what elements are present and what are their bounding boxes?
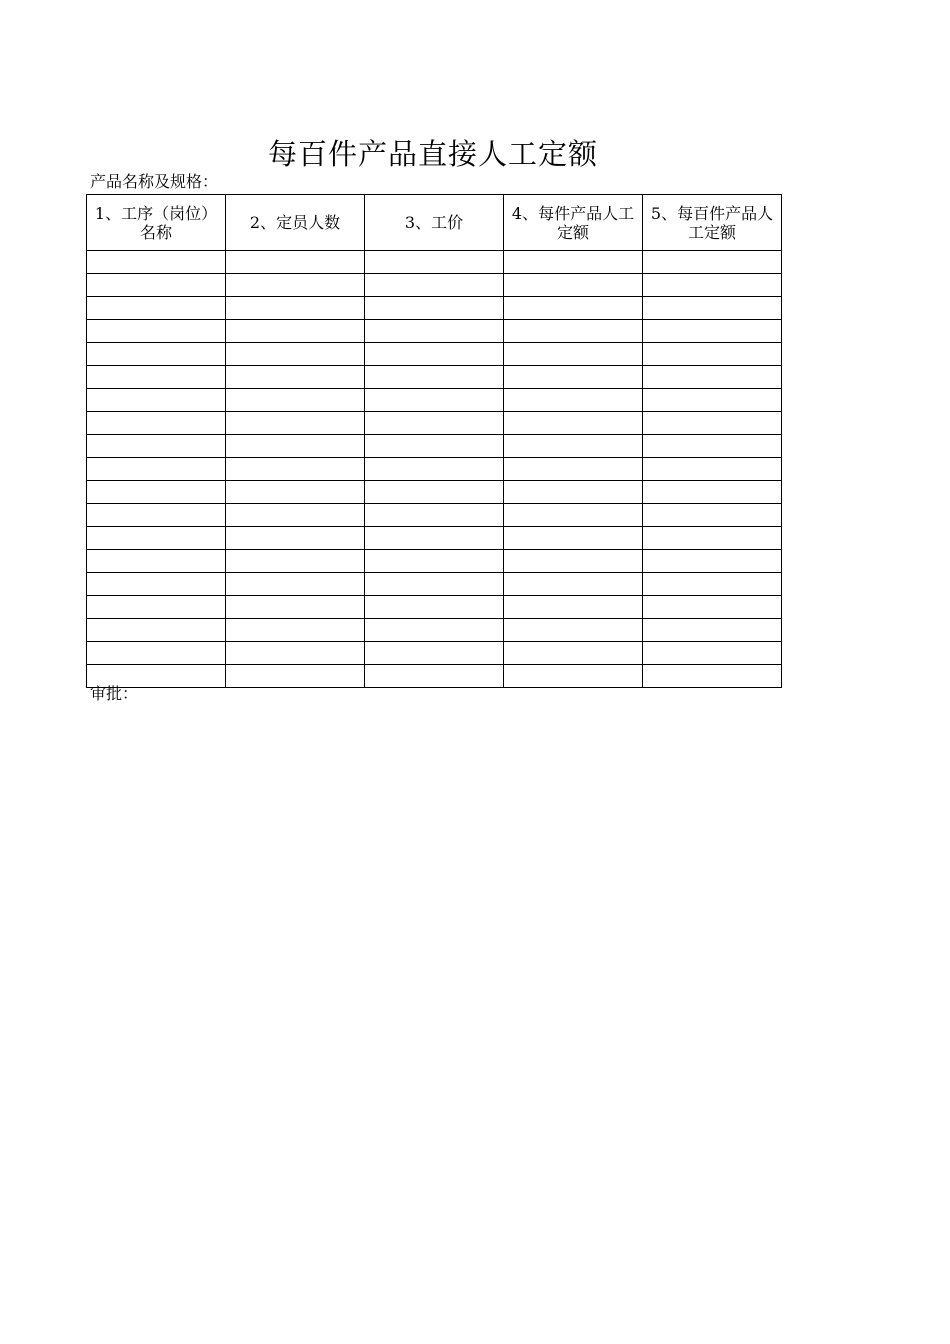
table-cell[interactable] — [226, 435, 365, 458]
approval-label: 审批： — [90, 684, 139, 703]
table-cell[interactable] — [643, 665, 782, 688]
table-cell[interactable] — [643, 389, 782, 412]
table-cell[interactable] — [643, 297, 782, 320]
table-cell[interactable] — [87, 550, 226, 573]
table-cell[interactable] — [365, 343, 504, 366]
table-cell[interactable] — [365, 527, 504, 550]
table-cell[interactable] — [504, 274, 643, 297]
column-header-wage: 3、工价 — [365, 195, 504, 251]
table-row — [87, 297, 782, 320]
table-cell[interactable] — [87, 481, 226, 504]
table-cell[interactable] — [226, 573, 365, 596]
table-cell[interactable] — [226, 504, 365, 527]
table-cell[interactable] — [504, 320, 643, 343]
table-cell[interactable] — [365, 320, 504, 343]
table-cell[interactable] — [504, 366, 643, 389]
table-cell[interactable] — [643, 320, 782, 343]
table-row — [87, 642, 782, 665]
table-cell[interactable] — [643, 251, 782, 274]
table-cell[interactable] — [365, 504, 504, 527]
table-cell[interactable] — [643, 619, 782, 642]
table-cell[interactable] — [365, 642, 504, 665]
table-row — [87, 573, 782, 596]
table-cell[interactable] — [365, 412, 504, 435]
table-cell[interactable] — [87, 366, 226, 389]
table-cell[interactable] — [226, 665, 365, 688]
table-cell[interactable] — [504, 619, 643, 642]
table-cell[interactable] — [365, 274, 504, 297]
table-cell[interactable] — [226, 412, 365, 435]
table-cell[interactable] — [365, 550, 504, 573]
table-row — [87, 412, 782, 435]
table-cell[interactable] — [87, 504, 226, 527]
table-cell[interactable] — [226, 642, 365, 665]
table-row — [87, 251, 782, 274]
table-cell[interactable] — [643, 274, 782, 297]
table-row — [87, 527, 782, 550]
table-cell[interactable] — [87, 435, 226, 458]
table-cell[interactable] — [226, 366, 365, 389]
column-header-staff-count: 2、定员人数 — [226, 195, 365, 251]
table-cell[interactable] — [365, 665, 504, 688]
table-row — [87, 458, 782, 481]
table-cell[interactable] — [87, 573, 226, 596]
table-cell[interactable] — [226, 596, 365, 619]
table-cell[interactable] — [643, 504, 782, 527]
table-cell[interactable] — [87, 458, 226, 481]
table-cell[interactable] — [87, 619, 226, 642]
table-row — [87, 389, 782, 412]
table-cell[interactable] — [643, 412, 782, 435]
table-cell[interactable] — [226, 251, 365, 274]
table-cell[interactable] — [643, 527, 782, 550]
table-cell[interactable] — [504, 458, 643, 481]
table-cell[interactable] — [643, 458, 782, 481]
table-row — [87, 550, 782, 573]
table-cell[interactable] — [504, 251, 643, 274]
table-row — [87, 596, 782, 619]
table-cell[interactable] — [504, 435, 643, 458]
table-cell[interactable] — [504, 412, 643, 435]
table-cell[interactable] — [504, 527, 643, 550]
table-cell[interactable] — [365, 573, 504, 596]
table-cell[interactable] — [226, 481, 365, 504]
table-cell[interactable] — [87, 251, 226, 274]
table-cell[interactable] — [226, 343, 365, 366]
table-cell[interactable] — [226, 527, 365, 550]
table-cell[interactable] — [365, 481, 504, 504]
table-row — [87, 274, 782, 297]
table-cell[interactable] — [504, 665, 643, 688]
column-header-process: 1、工序（岗位）名称 — [87, 195, 226, 251]
table-cell[interactable] — [504, 642, 643, 665]
table-row — [87, 343, 782, 366]
table-cell[interactable] — [365, 366, 504, 389]
table-cell[interactable] — [504, 596, 643, 619]
table-body — [87, 251, 782, 688]
table-cell[interactable] — [365, 458, 504, 481]
column-header-per-hundred-quota: 5、每百件产品人工定额 — [643, 195, 782, 251]
table-cell[interactable] — [87, 389, 226, 412]
table-cell[interactable] — [504, 573, 643, 596]
table-cell[interactable] — [504, 297, 643, 320]
table-row — [87, 320, 782, 343]
table-cell[interactable] — [365, 435, 504, 458]
table-cell[interactable] — [226, 320, 365, 343]
table-cell[interactable] — [643, 550, 782, 573]
table-cell[interactable] — [87, 596, 226, 619]
column-header-per-unit-quota: 4、每件产品人工定额 — [504, 195, 643, 251]
table-cell[interactable] — [365, 389, 504, 412]
table-cell[interactable] — [643, 596, 782, 619]
table-cell[interactable] — [87, 320, 226, 343]
table-cell[interactable] — [643, 435, 782, 458]
table-cell[interactable] — [643, 366, 782, 389]
table-cell[interactable] — [87, 274, 226, 297]
table-cell[interactable] — [87, 527, 226, 550]
table-cell[interactable] — [365, 596, 504, 619]
table-row — [87, 665, 782, 688]
table-cell[interactable] — [643, 481, 782, 504]
table-cell[interactable] — [226, 619, 365, 642]
table-cell[interactable] — [87, 343, 226, 366]
labor-quota-table — [86, 194, 782, 688]
table-row — [87, 435, 782, 458]
table-cell[interactable] — [87, 412, 226, 435]
table-cell[interactable] — [226, 274, 365, 297]
table-cell[interactable] — [504, 481, 643, 504]
table-row — [87, 481, 782, 504]
table-cell[interactable] — [643, 343, 782, 366]
table-row — [87, 504, 782, 527]
table-cell[interactable] — [226, 297, 365, 320]
table-cell[interactable] — [365, 619, 504, 642]
table-cell[interactable] — [226, 550, 365, 573]
document-title: 每百件产品直接人工定额 — [267, 137, 598, 171]
table-row — [87, 619, 782, 642]
table-cell[interactable] — [504, 343, 643, 366]
table-cell[interactable] — [87, 642, 226, 665]
table-cell[interactable] — [87, 297, 226, 320]
table-row — [87, 366, 782, 389]
table-cell[interactable] — [365, 297, 504, 320]
product-name-label: 产品名称及规格： — [90, 172, 219, 191]
table-cell[interactable] — [226, 458, 365, 481]
table-cell[interactable] — [504, 550, 643, 573]
table-header-row — [87, 195, 782, 251]
table-cell[interactable] — [365, 251, 504, 274]
table-cell[interactable] — [643, 573, 782, 596]
table-cell[interactable] — [643, 642, 782, 665]
table-cell[interactable] — [504, 389, 643, 412]
table-cell[interactable] — [504, 504, 643, 527]
table-cell[interactable] — [226, 389, 365, 412]
